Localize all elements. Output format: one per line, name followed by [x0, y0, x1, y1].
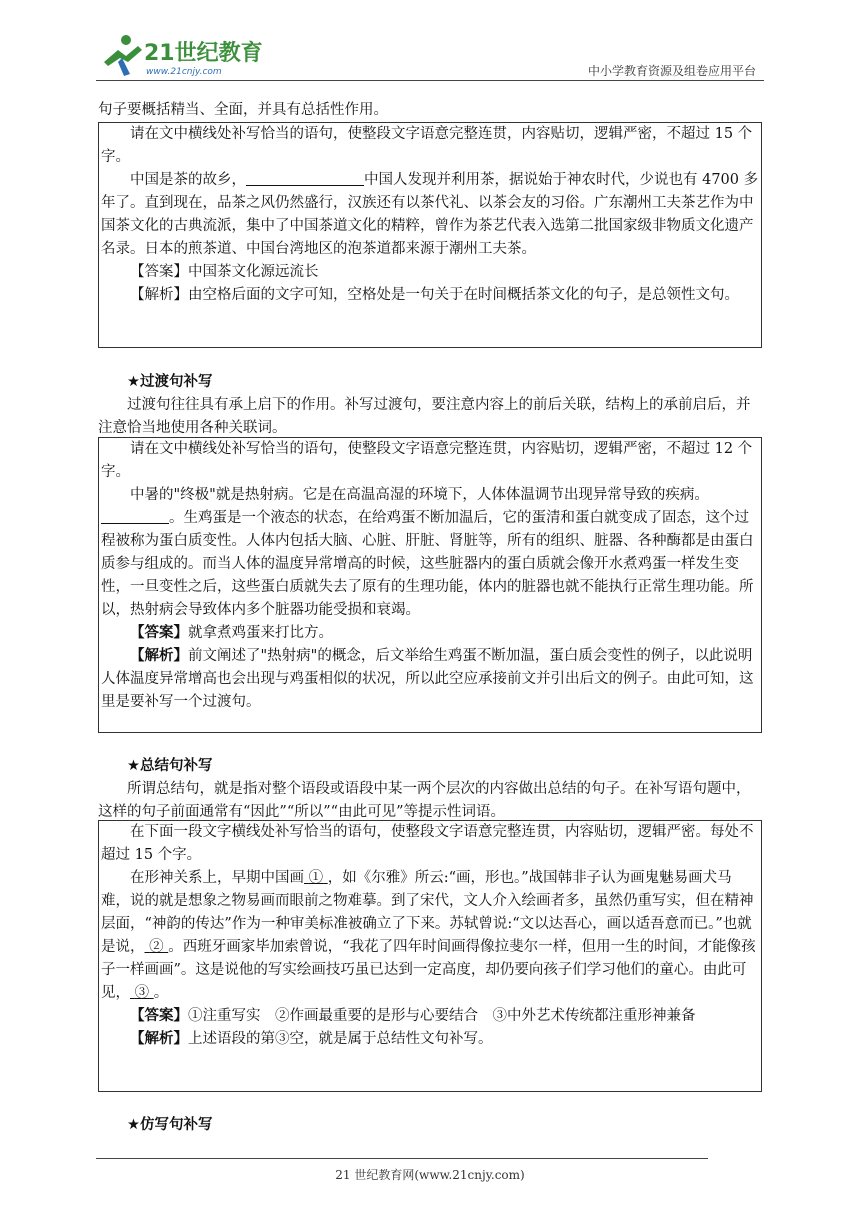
platform-name: 中小学教育资源及组卷应用平台	[587, 64, 756, 78]
runner-icon	[104, 35, 142, 76]
intro-line: 句子要概括精当、全面，并具有总括性作用。	[98, 102, 388, 118]
ex3-analysis: 【解析】上述语段的第③空，就是属于总结性文句补写。	[130, 1031, 493, 1047]
ex2-passage: 中暑的"终极"就是热射病。它是在高温高湿的环境下，人体体温调节出现异常导致的疾病。。生鸡蛋是一个液态的状态，在给鸡蛋不断加温后，它的蛋清和蛋白就变成了固态，这个过程被称为蛋白质变性。人体内包括大脑、心脏、肝脏、肾脏等，所有的组织、脏器、各种酶都是由蛋白质参与组成的。而当人体的温度异常增高的时候，这些脏器内的蛋白质就会像开水煮鸡蛋一样发生变性，一旦变性之后，这些蛋白质就失去了原有的生理功能，体内的脏器也就不能执行正常生理功能。所以，热射病会导致体内多个脏器功能受损和衰竭。	[101, 487, 754, 618]
answer-blank-1: ①	[308, 870, 324, 886]
star-icon: ★	[127, 374, 140, 390]
answer-blank	[101, 508, 169, 524]
star-icon: ★	[127, 758, 140, 774]
ex1-answer: 【答案】中国茶文化源远流长	[130, 264, 319, 280]
svg-text:www.21cnjy.com: www.21cnjy.com	[146, 67, 222, 77]
answer-blank	[246, 170, 364, 186]
exercise-box-1	[98, 122, 762, 348]
ex2-analysis: 【解析】前文阐述了"热射病"的概念，后文举给生鸡蛋不断加温，蛋白质会变性的例子，以此说明人体温度异常增高也会出现与鸡蛋相似的状况，所以此空应承接前文并引出后文的例子。由此可知，这里是要补写一个过渡句。	[101, 648, 754, 710]
footer-text: 21 世纪教育网(www.21cnjy.com)	[335, 1168, 525, 1182]
section-desc: 所谓总结句，就是指对整个语段或语段中某一两个层次的内容做出总结的句子。在补写语句题中，这样的句子前面通常有“因此”“所以”“由此可见”等提示性词语。	[98, 781, 751, 820]
svg-text:21世纪教育: 21世纪教育	[144, 41, 263, 66]
section-title: ★总结句补写	[127, 758, 213, 774]
exercise-box-3	[98, 820, 762, 1092]
ex1-analysis: 【解析】由空格后面的文字可知，空格处是一句关于在时间概括茶文化的句子，是总领性文句。	[130, 287, 739, 303]
answer-blank-2: ②	[149, 939, 164, 955]
section-desc: 过渡句往往具有承上启下的作用。补写过渡句，要注意内容上的前后关联，结构上的承前启后，并注意恰当地使用各种关联词。	[98, 397, 751, 436]
section-transition	[98, 371, 762, 440]
ex1-question: 请在文中横线处补写恰当的语句，使整段文字语意完整连贯，内容贴切，逻辑严密，不超过 15 个字。	[101, 126, 753, 165]
section-title: ★仿写句补写	[127, 1117, 213, 1133]
ex3-passage: 在形神关系上，早期中国画 ① ，如《尔雅》所云:“画，形也。”战国韩非子认为画鬼魅易画犬马难，说的就是想象之物易画而眼前之物难摹。到了宋代，文人介入绘画者多，虽然仍重写实，但在精神层面，“神韵的传达”作为一种审美标准被确立了下来。苏轼曾说:“文以达吾心，画以适吾意而已。”也就是说， ② 。西班牙画家毕加索曾说，“我花了四年时间画得像拉斐尔一样，但用一生的时间，才能像孩子一样画画”。这是说他的写实绘画技巧虽已达到一定高度，却仍要向孩子们学习他们的童心。由此可见， ③ 。	[101, 870, 756, 1001]
exercise-box-2	[98, 437, 762, 733]
ex2-answer: 【答案】就拿煮鸡蛋来打比方。	[130, 625, 333, 641]
footer-divider	[96, 1158, 708, 1159]
answer-blank-3: ③	[134, 985, 150, 1001]
header-divider	[96, 80, 764, 81]
ex1-passage: 中国是茶的故乡， 中国人发现并利用茶，据说始于神农时代，少说也有 4700 多年了。直到现在，品茶之风仍然盛行，汉族还有以茶代礼、以茶会友的习俗。广东潮州工夫茶艺作为中国茶文化的古典流派，集中了中国茶道文化的精粹，曾作为茶艺代表入选第二批国家级非物质文化遗产名录。日本的煎茶道、中国台湾地区的泡茶道都来源于潮州工夫茶。	[101, 172, 759, 257]
section-title: ★过渡句补写	[127, 374, 213, 390]
section-summary	[98, 755, 762, 824]
ex3-question: 在下面一段文字横线处补写恰当的语句，使整段文字语意完整连贯，内容贴切，逻辑严密。每处不超过 15 个字。	[101, 824, 754, 863]
section-imitation	[98, 1114, 762, 1137]
site-logo	[96, 32, 266, 80]
ex2-question: 请在文中横线处补写恰当的语句，使整段文字语意完整连贯，内容贴切，逻辑严密，不超过 12 个字。	[101, 441, 753, 480]
ex3-answer: 【答案】①注重写实 ②作画最重要的是形与心要结合 ③中外艺术传统都注重形神兼备	[130, 1008, 696, 1024]
star-icon: ★	[127, 1117, 140, 1133]
